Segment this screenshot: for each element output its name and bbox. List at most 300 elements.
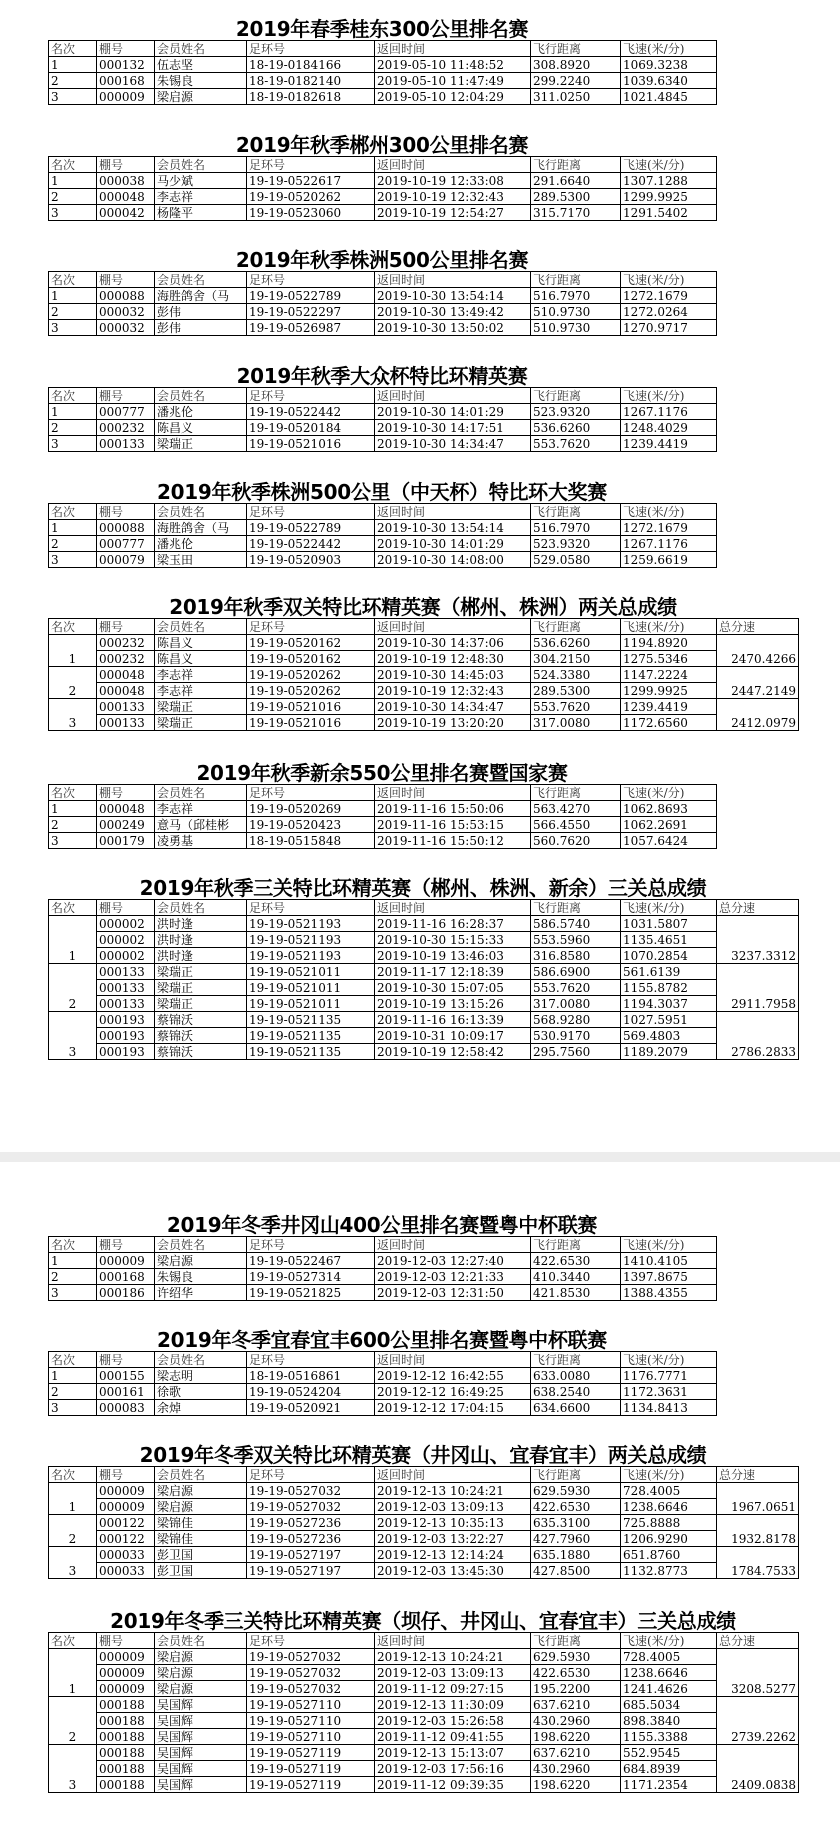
loft-cell: 000009 bbox=[97, 1681, 155, 1697]
table-row bbox=[49, 1028, 799, 1044]
return-time-cell: 2019-10-19 12:54:27 bbox=[375, 205, 531, 221]
total-speed-cell: 3208.5277 bbox=[717, 1649, 799, 1697]
member-cell: 伍志坚 bbox=[155, 57, 247, 73]
member-cell: 陈昌义 bbox=[155, 635, 247, 651]
total-speed-cell: 2786.2833 bbox=[717, 1012, 799, 1060]
member-cell: 梁瑞正 bbox=[155, 699, 247, 715]
loft-cell: 000032 bbox=[97, 304, 155, 320]
distance-cell: 308.8920 bbox=[531, 57, 621, 73]
ring-cell: 19-19-0524204 bbox=[247, 1384, 375, 1400]
return-time-cell: 2019-12-03 12:27:40 bbox=[375, 1253, 531, 1269]
return-time-header: 返回时间 bbox=[375, 1633, 531, 1649]
table-row bbox=[49, 320, 717, 336]
return-time-cell: 2019-11-16 15:50:06 bbox=[375, 801, 531, 817]
table-row bbox=[49, 1253, 717, 1269]
speed-cell: 651.8760 bbox=[621, 1547, 717, 1563]
distance-cell: 510.9730 bbox=[531, 304, 621, 320]
member-header: 会员姓名 bbox=[155, 900, 247, 916]
table-row bbox=[49, 304, 717, 320]
table-row bbox=[49, 1285, 717, 1301]
speed-cell: 569.4803 bbox=[621, 1028, 717, 1044]
return-time-cell: 2019-12-03 13:22:27 bbox=[375, 1531, 531, 1547]
loft-header: 棚号 bbox=[97, 619, 155, 635]
table-row bbox=[49, 420, 717, 436]
distance-header: 飞行距离 bbox=[531, 157, 621, 173]
loft-cell: 000193 bbox=[97, 1012, 155, 1028]
table-row bbox=[49, 436, 717, 452]
table-row bbox=[49, 1384, 717, 1400]
member-cell: 朱锡良 bbox=[155, 1269, 247, 1285]
ring-header: 足环号 bbox=[247, 1237, 375, 1253]
rank-cell: 3 bbox=[49, 320, 97, 336]
table-row bbox=[49, 932, 799, 948]
loft-cell: 000132 bbox=[97, 57, 155, 73]
distance-header: 飞行距离 bbox=[531, 1237, 621, 1253]
loft-cell: 000168 bbox=[97, 73, 155, 89]
total-speed-cell: 1784.7533 bbox=[717, 1547, 799, 1579]
loft-cell: 000009 bbox=[97, 1665, 155, 1681]
ring-cell: 19-19-0522442 bbox=[247, 536, 375, 552]
speed-cell: 1259.6619 bbox=[621, 552, 717, 568]
rank-cell: 3 bbox=[49, 89, 97, 105]
distance-cell: 586.6900 bbox=[531, 964, 621, 980]
member-cell: 梁启源 bbox=[155, 1499, 247, 1515]
ring-header: 足环号 bbox=[247, 619, 375, 635]
ring-cell: 19-19-0523060 bbox=[247, 205, 375, 221]
return-time-cell: 2019-12-12 16:49:25 bbox=[375, 1384, 531, 1400]
speed-header: 飞速(米/分) bbox=[621, 1352, 717, 1368]
speed-cell: 1239.4419 bbox=[621, 699, 717, 715]
total-speed-cell: 2470.4266 bbox=[717, 635, 799, 667]
race-section bbox=[48, 1329, 717, 1416]
ring-cell: 19-19-0527032 bbox=[247, 1665, 375, 1681]
ring-cell: 19-19-0520262 bbox=[247, 683, 375, 699]
loft-cell: 000161 bbox=[97, 1384, 155, 1400]
loft-cell: 000002 bbox=[97, 916, 155, 932]
rank-cell: 3 bbox=[49, 1400, 97, 1416]
member-cell: 梁锦佳 bbox=[155, 1531, 247, 1547]
results-table bbox=[48, 784, 717, 849]
return-time-cell: 2019-10-19 12:32:43 bbox=[375, 189, 531, 205]
race-section bbox=[48, 481, 717, 568]
ring-cell: 19-19-0527032 bbox=[247, 1499, 375, 1515]
table-row bbox=[49, 1665, 799, 1681]
distance-cell: 289.5300 bbox=[531, 683, 621, 699]
table-row bbox=[49, 948, 799, 964]
distance-cell: 633.0080 bbox=[531, 1368, 621, 1384]
loft-header: 棚号 bbox=[97, 1352, 155, 1368]
rank-cell: 3 bbox=[49, 1012, 97, 1060]
rank-cell: 1 bbox=[49, 1368, 97, 1384]
race-title: 2019年冬季双关特比环精英赛（井冈山、宜春宜丰）两关总成绩 bbox=[139, 1443, 707, 1467]
return-time-cell: 2019-10-30 14:01:29 bbox=[375, 404, 531, 420]
member-cell: 梁玉田 bbox=[155, 552, 247, 568]
speed-cell: 1299.9925 bbox=[621, 189, 717, 205]
return-time-cell: 2019-11-12 09:27:15 bbox=[375, 1681, 531, 1697]
distance-header: 飞行距离 bbox=[531, 388, 621, 404]
loft-header: 棚号 bbox=[97, 504, 155, 520]
table-row bbox=[49, 1531, 799, 1547]
race-section bbox=[48, 596, 799, 731]
ring-cell: 19-19-0520162 bbox=[247, 651, 375, 667]
race-section bbox=[48, 877, 799, 1060]
return-time-cell: 2019-12-13 10:24:21 bbox=[375, 1649, 531, 1665]
rank-cell: 1 bbox=[49, 288, 97, 304]
member-cell: 梁锦佳 bbox=[155, 1515, 247, 1531]
ring-header: 足环号 bbox=[247, 388, 375, 404]
return-time-cell: 2019-12-03 13:45:30 bbox=[375, 1563, 531, 1579]
speed-cell: 728.4005 bbox=[621, 1649, 717, 1665]
loft-header: 棚号 bbox=[97, 272, 155, 288]
return-time-cell: 2019-12-03 13:09:13 bbox=[375, 1499, 531, 1515]
total-speed-header: 总分速 bbox=[717, 900, 799, 916]
distance-cell: 560.7620 bbox=[531, 833, 621, 849]
table-row bbox=[49, 1547, 799, 1563]
return-time-cell: 2019-10-19 13:15:26 bbox=[375, 996, 531, 1012]
member-cell: 蔡锦沃 bbox=[155, 1028, 247, 1044]
ring-cell: 19-19-0521193 bbox=[247, 932, 375, 948]
loft-cell: 000777 bbox=[97, 404, 155, 420]
distance-cell: 410.3440 bbox=[531, 1269, 621, 1285]
loft-header: 棚号 bbox=[97, 157, 155, 173]
ring-cell: 18-19-0516861 bbox=[247, 1368, 375, 1384]
member-cell: 洪时逢 bbox=[155, 948, 247, 964]
table-row bbox=[49, 996, 799, 1012]
loft-header: 棚号 bbox=[97, 388, 155, 404]
distance-cell: 317.0080 bbox=[531, 996, 621, 1012]
rank-cell: 1 bbox=[49, 635, 97, 667]
ring-cell: 19-19-0521135 bbox=[247, 1012, 375, 1028]
distance-cell: 198.6220 bbox=[531, 1777, 621, 1793]
speed-header: 飞速(米/分) bbox=[621, 1633, 717, 1649]
speed-cell: 1039.6340 bbox=[621, 73, 717, 89]
table-header-row bbox=[49, 388, 717, 404]
return-time-header: 返回时间 bbox=[375, 1352, 531, 1368]
distance-cell: 553.7620 bbox=[531, 436, 621, 452]
loft-cell: 000009 bbox=[97, 1253, 155, 1269]
distance-header: 飞行距离 bbox=[531, 900, 621, 916]
ring-cell: 19-19-0527197 bbox=[247, 1547, 375, 1563]
loft-cell: 000133 bbox=[97, 964, 155, 980]
table-row bbox=[49, 715, 799, 731]
table-row bbox=[49, 1515, 799, 1531]
member-header: 会员姓名 bbox=[155, 504, 247, 520]
return-time-header: 返回时间 bbox=[375, 619, 531, 635]
loft-cell: 000777 bbox=[97, 536, 155, 552]
loft-cell: 000193 bbox=[97, 1044, 155, 1060]
speed-cell: 1241.4626 bbox=[621, 1681, 717, 1697]
distance-header: 飞行距离 bbox=[531, 1467, 621, 1483]
member-cell: 李志祥 bbox=[155, 667, 247, 683]
speed-cell: 552.9545 bbox=[621, 1745, 717, 1761]
loft-cell: 000186 bbox=[97, 1285, 155, 1301]
table-row bbox=[49, 1269, 717, 1285]
speed-cell: 1057.6424 bbox=[621, 833, 717, 849]
rank-cell: 2 bbox=[49, 817, 97, 833]
speed-cell: 561.6139 bbox=[621, 964, 717, 980]
race-title: 2019年秋季郴州300公里排名赛 bbox=[235, 133, 529, 157]
ring-cell: 19-19-0521193 bbox=[247, 916, 375, 932]
loft-cell: 000188 bbox=[97, 1729, 155, 1745]
race-section bbox=[48, 1444, 799, 1579]
table-row bbox=[49, 552, 717, 568]
member-cell: 许绍华 bbox=[155, 1285, 247, 1301]
return-time-cell: 2019-10-30 13:54:14 bbox=[375, 520, 531, 536]
return-time-cell: 2019-10-30 14:34:47 bbox=[375, 699, 531, 715]
race-title: 2019年秋季双关特比环精英赛（郴州、株洲）两关总成绩 bbox=[169, 595, 677, 619]
distance-header: 飞行距离 bbox=[531, 619, 621, 635]
member-header: 会员姓名 bbox=[155, 1352, 247, 1368]
member-cell: 陈昌义 bbox=[155, 651, 247, 667]
ring-cell: 19-19-0521011 bbox=[247, 964, 375, 980]
member-header: 会员姓名 bbox=[155, 1237, 247, 1253]
rank-header: 名次 bbox=[49, 1467, 97, 1483]
table-row bbox=[49, 536, 717, 552]
distance-cell: 536.6260 bbox=[531, 420, 621, 436]
race-section bbox=[48, 134, 717, 221]
return-time-cell: 2019-11-12 09:41:55 bbox=[375, 1729, 531, 1745]
return-time-cell: 2019-10-30 14:37:06 bbox=[375, 635, 531, 651]
ring-cell: 19-19-0527197 bbox=[247, 1563, 375, 1579]
speed-cell: 1410.4105 bbox=[621, 1253, 717, 1269]
return-time-cell: 2019-11-16 15:53:15 bbox=[375, 817, 531, 833]
speed-cell: 1194.8920 bbox=[621, 635, 717, 651]
distance-cell: 422.6530 bbox=[531, 1253, 621, 1269]
speed-cell: 1070.2854 bbox=[621, 948, 717, 964]
ring-cell: 19-19-0521016 bbox=[247, 715, 375, 731]
race-title: 2019年冬季宜春宜丰600公里排名赛暨粤中杯联赛 bbox=[157, 1328, 607, 1352]
results-table bbox=[48, 40, 717, 105]
ring-header: 足环号 bbox=[247, 1633, 375, 1649]
return-time-cell: 2019-10-30 13:50:02 bbox=[375, 320, 531, 336]
table-row bbox=[49, 1400, 717, 1416]
speed-cell: 1275.5346 bbox=[621, 651, 717, 667]
race-title: 2019年秋季株洲500公里排名赛 bbox=[235, 248, 529, 272]
rank-header: 名次 bbox=[49, 785, 97, 801]
ring-cell: 19-19-0521135 bbox=[247, 1028, 375, 1044]
distance-header: 飞行距离 bbox=[531, 504, 621, 520]
member-header: 会员姓名 bbox=[155, 388, 247, 404]
table-row bbox=[49, 683, 799, 699]
distance-cell: 629.5930 bbox=[531, 1483, 621, 1499]
ring-cell: 19-19-0521011 bbox=[247, 980, 375, 996]
return-time-cell: 2019-11-16 16:28:37 bbox=[375, 916, 531, 932]
rank-cell: 2 bbox=[49, 304, 97, 320]
ring-cell: 19-19-0522297 bbox=[247, 304, 375, 320]
return-time-cell: 2019-11-16 15:50:12 bbox=[375, 833, 531, 849]
speed-cell: 1194.3037 bbox=[621, 996, 717, 1012]
return-time-cell: 2019-05-10 11:47:49 bbox=[375, 73, 531, 89]
ring-cell: 19-19-0520903 bbox=[247, 552, 375, 568]
table-header-row bbox=[49, 157, 717, 173]
member-cell: 李志祥 bbox=[155, 801, 247, 817]
return-time-cell: 2019-12-03 12:21:33 bbox=[375, 1269, 531, 1285]
distance-cell: 586.5740 bbox=[531, 916, 621, 932]
member-cell: 彭卫国 bbox=[155, 1563, 247, 1579]
results-table bbox=[48, 1236, 717, 1301]
table-header-row bbox=[49, 1633, 799, 1649]
rank-header: 名次 bbox=[49, 1633, 97, 1649]
table-header-row bbox=[49, 619, 799, 635]
table-row bbox=[49, 1483, 799, 1499]
ring-cell: 19-19-0527236 bbox=[247, 1515, 375, 1531]
distance-cell: 634.6600 bbox=[531, 1400, 621, 1416]
speed-cell: 1132.8773 bbox=[621, 1563, 717, 1579]
return-time-header: 返回时间 bbox=[375, 272, 531, 288]
speed-cell: 1239.4419 bbox=[621, 436, 717, 452]
table-row bbox=[49, 1729, 799, 1745]
return-time-cell: 2019-10-30 14:34:47 bbox=[375, 436, 531, 452]
table-row bbox=[49, 699, 799, 715]
ring-cell: 19-19-0520269 bbox=[247, 801, 375, 817]
ring-cell: 19-19-0527119 bbox=[247, 1745, 375, 1761]
member-cell: 吴国辉 bbox=[155, 1761, 247, 1777]
speed-cell: 1062.2691 bbox=[621, 817, 717, 833]
table-row bbox=[49, 1761, 799, 1777]
loft-cell: 000042 bbox=[97, 205, 155, 221]
member-cell: 海胜鸽舍（马 bbox=[155, 520, 247, 536]
ring-header: 足环号 bbox=[247, 785, 375, 801]
return-time-cell: 2019-12-13 11:30:09 bbox=[375, 1697, 531, 1713]
rank-cell: 3 bbox=[49, 1285, 97, 1301]
ring-cell: 19-19-0522789 bbox=[247, 288, 375, 304]
rank-cell: 2 bbox=[49, 667, 97, 699]
loft-header: 棚号 bbox=[97, 1467, 155, 1483]
speed-cell: 685.5034 bbox=[621, 1697, 717, 1713]
ring-header: 足环号 bbox=[247, 157, 375, 173]
loft-cell: 000009 bbox=[97, 1499, 155, 1515]
rank-cell: 3 bbox=[49, 833, 97, 849]
ring-cell: 18-19-0515848 bbox=[247, 833, 375, 849]
speed-header: 飞速(米/分) bbox=[621, 1237, 717, 1253]
race-title: 2019年秋季新余550公里排名赛暨国家赛 bbox=[196, 761, 568, 785]
rank-cell: 1 bbox=[49, 1649, 97, 1697]
loft-cell: 000048 bbox=[97, 801, 155, 817]
ring-cell: 19-19-0527236 bbox=[247, 1531, 375, 1547]
distance-header: 飞行距离 bbox=[531, 785, 621, 801]
ring-cell: 19-19-0521016 bbox=[247, 436, 375, 452]
return-time-cell: 2019-12-12 17:04:15 bbox=[375, 1400, 531, 1416]
member-cell: 海胜鸽舍（马 bbox=[155, 288, 247, 304]
speed-cell: 1176.7771 bbox=[621, 1368, 717, 1384]
table-row bbox=[49, 1044, 799, 1060]
race-section bbox=[48, 249, 717, 336]
distance-cell: 295.7560 bbox=[531, 1044, 621, 1060]
member-cell: 梁瑞正 bbox=[155, 996, 247, 1012]
race-title: 2019年秋季三关特比环精英赛（郴州、株洲、新余）三关总成绩 bbox=[139, 876, 707, 900]
member-header: 会员姓名 bbox=[155, 785, 247, 801]
distance-cell: 563.4270 bbox=[531, 801, 621, 817]
return-time-cell: 2019-10-30 14:01:29 bbox=[375, 536, 531, 552]
loft-cell: 000088 bbox=[97, 520, 155, 536]
table-row bbox=[49, 1012, 799, 1028]
table-header-row bbox=[49, 900, 799, 916]
return-time-cell: 2019-10-31 10:09:17 bbox=[375, 1028, 531, 1044]
speed-cell: 1155.3388 bbox=[621, 1729, 717, 1745]
results-table bbox=[48, 1351, 717, 1416]
return-time-cell: 2019-12-13 10:24:21 bbox=[375, 1483, 531, 1499]
loft-cell: 000232 bbox=[97, 651, 155, 667]
table-row bbox=[49, 1649, 799, 1665]
table-row bbox=[49, 667, 799, 683]
speed-cell: 1267.1176 bbox=[621, 404, 717, 420]
distance-cell: 427.7960 bbox=[531, 1531, 621, 1547]
rank-cell: 1 bbox=[49, 801, 97, 817]
distance-cell: 635.3100 bbox=[531, 1515, 621, 1531]
rank-header: 名次 bbox=[49, 619, 97, 635]
race-title: 2019年春季桂东300公里排名赛 bbox=[235, 17, 529, 41]
distance-cell: 553.7620 bbox=[531, 980, 621, 996]
table-row bbox=[49, 1697, 799, 1713]
rank-cell: 2 bbox=[49, 1384, 97, 1400]
speed-cell: 1147.2224 bbox=[621, 667, 717, 683]
table-row bbox=[49, 73, 717, 89]
speed-cell: 1238.6646 bbox=[621, 1499, 717, 1515]
total-speed-header: 总分速 bbox=[717, 1467, 799, 1483]
loft-cell: 000188 bbox=[97, 1745, 155, 1761]
distance-cell: 516.7970 bbox=[531, 520, 621, 536]
loft-cell: 000079 bbox=[97, 552, 155, 568]
speed-cell: 728.4005 bbox=[621, 1483, 717, 1499]
distance-cell: 516.7970 bbox=[531, 288, 621, 304]
distance-cell: 422.6530 bbox=[531, 1665, 621, 1681]
speed-cell: 1189.2079 bbox=[621, 1044, 717, 1060]
distance-cell: 523.9320 bbox=[531, 404, 621, 420]
rank-cell: 1 bbox=[49, 404, 97, 420]
table-row bbox=[49, 1777, 799, 1793]
member-cell: 余焯 bbox=[155, 1400, 247, 1416]
rank-cell: 2 bbox=[49, 1269, 97, 1285]
speed-cell: 1172.6560 bbox=[621, 715, 717, 731]
table-row bbox=[49, 916, 799, 932]
distance-cell: 524.3380 bbox=[531, 667, 621, 683]
table-row bbox=[49, 205, 717, 221]
rank-cell: 3 bbox=[49, 205, 97, 221]
loft-cell: 000193 bbox=[97, 1028, 155, 1044]
member-cell: 李志祥 bbox=[155, 683, 247, 699]
distance-cell: 289.5300 bbox=[531, 189, 621, 205]
ring-cell: 19-19-0527032 bbox=[247, 1483, 375, 1499]
table-row bbox=[49, 635, 799, 651]
member-header: 会员姓名 bbox=[155, 1633, 247, 1649]
ring-cell: 18-19-0184166 bbox=[247, 57, 375, 73]
return-time-cell: 2019-12-12 16:42:55 bbox=[375, 1368, 531, 1384]
speed-cell: 1238.6646 bbox=[621, 1665, 717, 1681]
table-row bbox=[49, 520, 717, 536]
ring-cell: 19-19-0520423 bbox=[247, 817, 375, 833]
distance-cell: 315.7170 bbox=[531, 205, 621, 221]
table-row bbox=[49, 173, 717, 189]
return-time-cell: 2019-10-30 15:07:05 bbox=[375, 980, 531, 996]
speed-header: 飞速(米/分) bbox=[621, 619, 717, 635]
member-cell: 彭伟 bbox=[155, 304, 247, 320]
loft-cell: 000188 bbox=[97, 1777, 155, 1793]
loft-cell: 000122 bbox=[97, 1531, 155, 1547]
table-row bbox=[49, 833, 717, 849]
distance-cell: 637.6210 bbox=[531, 1745, 621, 1761]
distance-cell: 529.0580 bbox=[531, 552, 621, 568]
loft-cell: 000133 bbox=[97, 996, 155, 1012]
table-row bbox=[49, 189, 717, 205]
return-time-cell: 2019-11-12 09:39:35 bbox=[375, 1777, 531, 1793]
table-row bbox=[49, 651, 799, 667]
table-row bbox=[49, 964, 799, 980]
speed-cell: 1397.8675 bbox=[621, 1269, 717, 1285]
ring-cell: 19-19-0527032 bbox=[247, 1649, 375, 1665]
return-time-cell: 2019-12-03 17:56:16 bbox=[375, 1761, 531, 1777]
member-cell: 梁瑞正 bbox=[155, 436, 247, 452]
speed-header: 飞速(米/分) bbox=[621, 157, 717, 173]
